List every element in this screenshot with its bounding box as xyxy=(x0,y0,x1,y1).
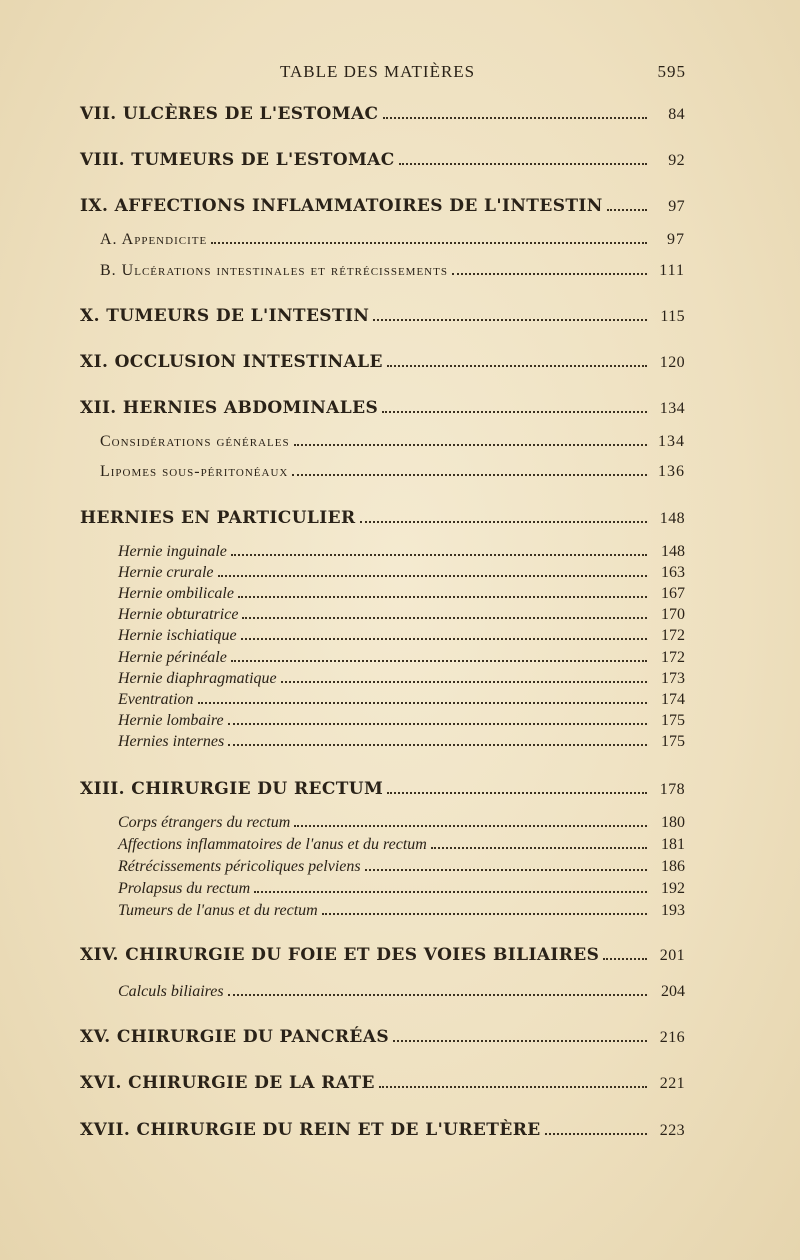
entry-page: 136 xyxy=(658,463,685,480)
running-header xyxy=(270,62,690,86)
toc-entry-item xyxy=(0,733,800,751)
toc-entry-item xyxy=(0,983,800,1001)
entry-label: X. TUMEURS DE L'INTESTIN xyxy=(80,306,370,326)
dot-leader xyxy=(379,1086,647,1088)
entry-label: XV. CHIRURGIE DU PANCRÉAS xyxy=(80,1027,390,1047)
dot-leader xyxy=(238,596,647,598)
entry-page: 84 xyxy=(668,106,685,123)
toc-entry-item xyxy=(0,836,800,854)
entry-label: XIV. CHIRURGIE DU FOIE ET DES VOIES BILIAIRES xyxy=(80,945,600,965)
dot-leader xyxy=(242,617,647,619)
entry-page: 134 xyxy=(659,400,685,417)
toc-entry-chapter-xi xyxy=(0,352,800,372)
entry-label: HERNIES EN PARTICULIER xyxy=(80,508,356,528)
dot-leader xyxy=(294,444,647,446)
dot-leader xyxy=(228,723,647,725)
entry-page: 186 xyxy=(661,858,685,875)
entry-label: Hernies internes xyxy=(118,733,225,750)
entry-page: 204 xyxy=(661,983,685,1000)
dot-leader xyxy=(603,958,647,960)
entry-label: XI. OCCLUSION INTESTINALE xyxy=(80,352,383,372)
toc-entry-item xyxy=(0,814,800,832)
dot-leader xyxy=(373,319,647,321)
entry-page: 223 xyxy=(659,1122,685,1139)
toc-entry-chapter-x xyxy=(0,306,800,326)
entry-page: 193 xyxy=(661,902,685,919)
entry-label: Calculs biliaires xyxy=(118,983,224,1000)
entry-page: 97 xyxy=(668,198,685,215)
entry-page: 173 xyxy=(661,670,685,687)
entry-label: IX. AFFECTIONS INFLAMMATOIRES DE L'INTESTIN xyxy=(80,196,603,216)
entry-label: Lipomes sous-péritonéaux xyxy=(100,463,289,480)
entry-label: XIII. CHIRURGIE DU RECTUM xyxy=(80,779,384,799)
entry-label: Hernie diaphragmatique xyxy=(118,670,277,687)
entry-label: Hernie ombilicale xyxy=(118,585,234,602)
dot-leader xyxy=(292,474,647,476)
dot-leader xyxy=(365,869,647,871)
dot-leader xyxy=(198,702,647,704)
toc-entry-item xyxy=(0,880,800,898)
toc-entry-item xyxy=(0,691,800,709)
entry-page: 115 xyxy=(660,308,685,325)
dot-leader xyxy=(387,365,647,367)
header-title: TABLE DES MATIÈRES xyxy=(280,62,476,81)
dot-leader xyxy=(228,994,647,996)
dot-leader xyxy=(545,1133,647,1135)
dot-leader xyxy=(322,913,647,915)
entry-page: 180 xyxy=(661,814,685,831)
toc-entry-item xyxy=(0,543,800,561)
toc-entry-item xyxy=(0,902,800,920)
entry-page: 181 xyxy=(661,836,685,853)
toc-entry-item xyxy=(0,670,800,688)
entry-page: 216 xyxy=(659,1029,685,1046)
entry-page: 92 xyxy=(668,152,685,169)
dot-leader xyxy=(231,554,647,556)
entry-page: 174 xyxy=(661,691,685,708)
dot-leader xyxy=(281,681,647,683)
entry-page: 172 xyxy=(661,627,685,644)
entry-page: 175 xyxy=(661,733,685,750)
entry-label: Corps étrangers du rectum xyxy=(118,814,291,831)
entry-label: XVII. CHIRURGIE DU REIN ET DE L'URETÈRE xyxy=(80,1120,541,1140)
dot-leader xyxy=(607,209,647,211)
entry-page: 192 xyxy=(661,880,685,897)
entry-page: 148 xyxy=(661,543,685,560)
toc-entry-chapter-xv xyxy=(0,1027,800,1047)
toc-entry-chapter-ix xyxy=(0,196,800,216)
dot-leader xyxy=(228,744,647,746)
entry-page: 175 xyxy=(661,712,685,729)
toc-entry-section xyxy=(0,262,800,280)
toc-entry-chapter-xvi xyxy=(0,1073,800,1093)
dot-leader xyxy=(294,825,647,827)
entry-label: Tumeurs de l'anus et du rectum xyxy=(118,902,318,919)
dot-leader xyxy=(254,891,647,893)
entry-page: 172 xyxy=(661,649,685,666)
entry-label: Hernie crurale xyxy=(118,564,214,581)
toc-entry-item xyxy=(0,606,800,624)
toc-entry-chapter-xiv xyxy=(0,945,800,965)
header-page-number: 595 xyxy=(657,62,686,81)
dot-leader xyxy=(231,660,647,662)
entry-label: Affections inflammatoires de l'anus et du rectum xyxy=(118,836,427,853)
dot-leader xyxy=(360,521,647,523)
entry-page: 111 xyxy=(659,262,685,279)
toc-entry-chapter-xii xyxy=(0,398,800,418)
entry-label: Prolapsus du rectum xyxy=(118,880,251,897)
entry-page: 163 xyxy=(661,564,685,581)
toc-entry-section xyxy=(0,463,800,481)
entry-page: 134 xyxy=(658,433,685,450)
entry-label: Hernie lombaire xyxy=(118,712,224,729)
entry-label: Eventration xyxy=(118,691,194,708)
toc-entry-chapter-xvii xyxy=(0,1120,800,1140)
entry-page: 148 xyxy=(659,510,685,527)
entry-label: Hernie périnéale xyxy=(118,649,227,666)
toc-entry-item xyxy=(0,564,800,582)
toc-entry-section xyxy=(0,231,800,249)
toc-entry-item xyxy=(0,585,800,603)
entry-page: 167 xyxy=(661,585,685,602)
dot-leader xyxy=(399,163,647,165)
entry-label: XVI. CHIRURGIE DE LA RATE xyxy=(80,1073,375,1093)
toc-entry-chapter-vii xyxy=(0,104,800,124)
toc-entry-item xyxy=(0,649,800,667)
dot-leader xyxy=(211,242,647,244)
dot-leader xyxy=(431,847,647,849)
dot-leader xyxy=(393,1040,647,1042)
entry-label: Hernie ischiatique xyxy=(118,627,237,644)
toc-entry-chapter-xiii xyxy=(0,779,800,799)
entry-page: 201 xyxy=(659,947,685,964)
dot-leader xyxy=(218,575,647,577)
entry-page: 178 xyxy=(659,781,685,798)
toc-entry-chapter-viii xyxy=(0,150,800,170)
entry-label: Hernie obturatrice xyxy=(118,606,239,623)
entry-label: A. Appendicite xyxy=(100,231,208,248)
entry-label: VII. ULCÈRES DE L'ESTOMAC xyxy=(80,104,379,124)
toc-entry-item xyxy=(0,858,800,876)
dot-leader xyxy=(241,638,647,640)
entry-label: Rétrécissements péricoliques pelviens xyxy=(118,858,361,875)
toc-entry-heading xyxy=(0,508,800,528)
toc-entry-item xyxy=(0,712,800,730)
entry-page: 97 xyxy=(667,231,685,248)
dot-leader xyxy=(382,411,647,413)
entry-label: VIII. TUMEURS DE L'ESTOMAC xyxy=(80,150,395,170)
entry-label: XII. HERNIES ABDOMINALES xyxy=(80,398,379,418)
dot-leader xyxy=(452,273,647,275)
dot-leader xyxy=(387,792,647,794)
entry-page: 170 xyxy=(661,606,685,623)
toc-entry-item xyxy=(0,627,800,645)
entry-label: B. Ulcérations intestinales et rétrécissements xyxy=(100,262,448,279)
entry-page: 221 xyxy=(659,1075,685,1092)
entry-label: Considérations générales xyxy=(100,433,290,450)
toc-entry-section xyxy=(0,433,800,451)
dot-leader xyxy=(383,117,648,119)
entry-label: Hernie inguinale xyxy=(118,543,227,560)
entry-page: 120 xyxy=(659,354,685,371)
